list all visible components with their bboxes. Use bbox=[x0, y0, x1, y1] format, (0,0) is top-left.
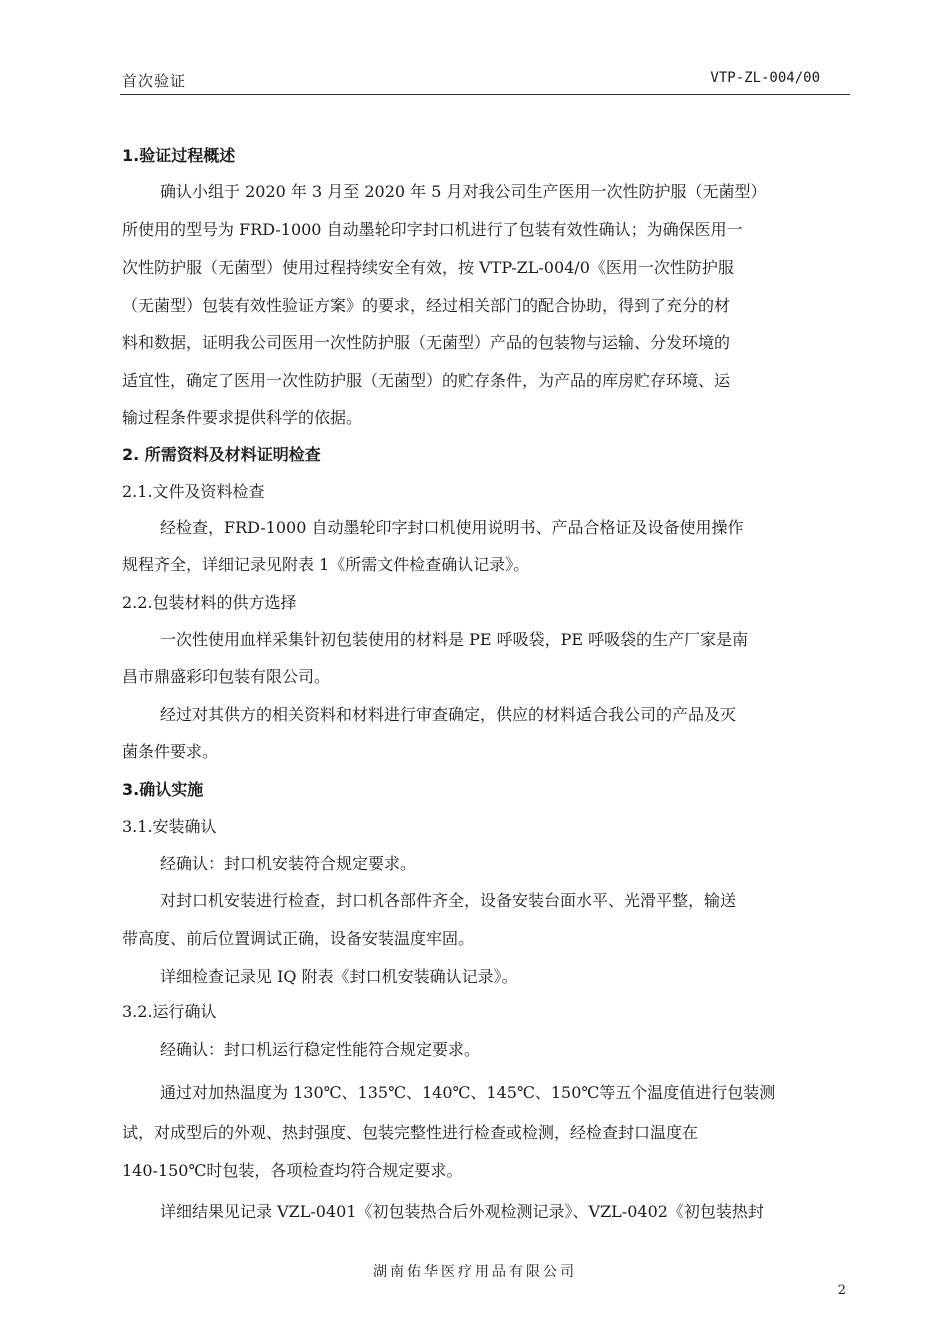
paragraph-line: 通过对加热温度为 130℃、135℃、140℃、145℃、150℃等五个温度值进行包装测 bbox=[160, 1083, 776, 1102]
section-heading: 2. 所需资料及材料证明检查 bbox=[122, 445, 321, 464]
paragraph-line: 所使用的型号为 FRD-1000 自动墨轮印字封口机进行了包装有效性确认；为确保医用一 bbox=[122, 220, 743, 239]
paragraph-line: （无菌型）包装有效性验证方案》的要求，经过相关部门的配合协助，得到了充分的材 bbox=[122, 296, 731, 315]
section-heading: 1.验证过程概述 bbox=[122, 146, 236, 165]
paragraph-line: 输过程条件要求提供科学的依据。 bbox=[122, 408, 363, 427]
paragraph-line: 料和数据，证明我公司医用一次性防护服（无菌型）产品的包装物与运输、分发环境的 bbox=[122, 333, 731, 352]
subsection-heading: 3.1.安装确认 bbox=[122, 817, 217, 836]
paragraph-line: 对封口机安装进行检查，封口机各部件齐全，设备安装台面水平、光滑平整，输送 bbox=[160, 891, 737, 910]
paragraph-line: 经确认：封口机安装符合规定要求。 bbox=[160, 854, 417, 873]
subsection-heading: 2.2.包装材料的供方选择 bbox=[122, 593, 297, 612]
section-heading: 3.确认实施 bbox=[122, 780, 204, 799]
subsection-heading: 2.1.文件及资料检查 bbox=[122, 482, 265, 501]
page-header bbox=[120, 70, 850, 95]
paragraph-line: 140-150℃时包装，各项检查均符合规定要求。 bbox=[122, 1161, 463, 1180]
footer-company: 湖南佑华医疗用品有限公司 bbox=[373, 1264, 577, 1280]
subsection-heading: 3.2.运行确认 bbox=[122, 1002, 217, 1021]
page-number: 2 bbox=[837, 1283, 846, 1298]
paragraph-line: 带高度、前后位置调试正确，设备安装温度牢固。 bbox=[122, 929, 475, 948]
paragraph-line: 确认小组于 2020 年 3 月至 2020 年 5 月对我公司生产医用一次性防护服（无菌型） bbox=[160, 182, 767, 201]
paragraph-line: 规程齐全，详细记录见附表 1《所需文件检查确认记录》。 bbox=[122, 555, 530, 574]
paragraph-line: 一次性使用血样采集针初包装使用的材料是 PE 呼吸袋，PE 呼吸袋的生产厂家是南 bbox=[160, 630, 749, 649]
paragraph-line: 经检查，FRD-1000 自动墨轮印字封口机使用说明书、产品合格证及设备使用操作 bbox=[160, 518, 744, 537]
paragraph-line: 菌条件要求。 bbox=[122, 742, 219, 761]
paragraph-line: 试，对成型后的外观、热封强度、包装完整性进行检查或检测，经检查封口温度在 bbox=[122, 1123, 699, 1142]
paragraph-line: 昌市鼎盛彩印包装有限公司。 bbox=[122, 667, 331, 686]
header-title: 首次验证 bbox=[122, 72, 187, 90]
paragraph-line: 经过对其供方的相关资料和材料进行审查确定，供应的材料适合我公司的产品及灭 bbox=[160, 705, 737, 724]
paragraph-line: 次性防护服（无菌型）使用过程持续安全有效，按 VTP-ZL-004/0《医用一次性防护服 bbox=[122, 258, 734, 277]
header-doc-code: VTP-ZL-004/00 bbox=[710, 70, 820, 86]
paragraph-line: 详细检查记录见 IQ 附表《封口机安装确认记录》。 bbox=[160, 967, 518, 986]
paragraph-line: 详细结果见记录 VZL-0401《初包装热合后外观检测记录》、VZL-0402《初包装热封 bbox=[160, 1202, 764, 1221]
paragraph-line: 适宜性，确定了医用一次性防护服（无菌型）的贮存条件，为产品的库房贮存环境、运 bbox=[122, 371, 731, 390]
paragraph-line: 经确认：封口机运行稳定性能符合规定要求。 bbox=[160, 1040, 481, 1059]
